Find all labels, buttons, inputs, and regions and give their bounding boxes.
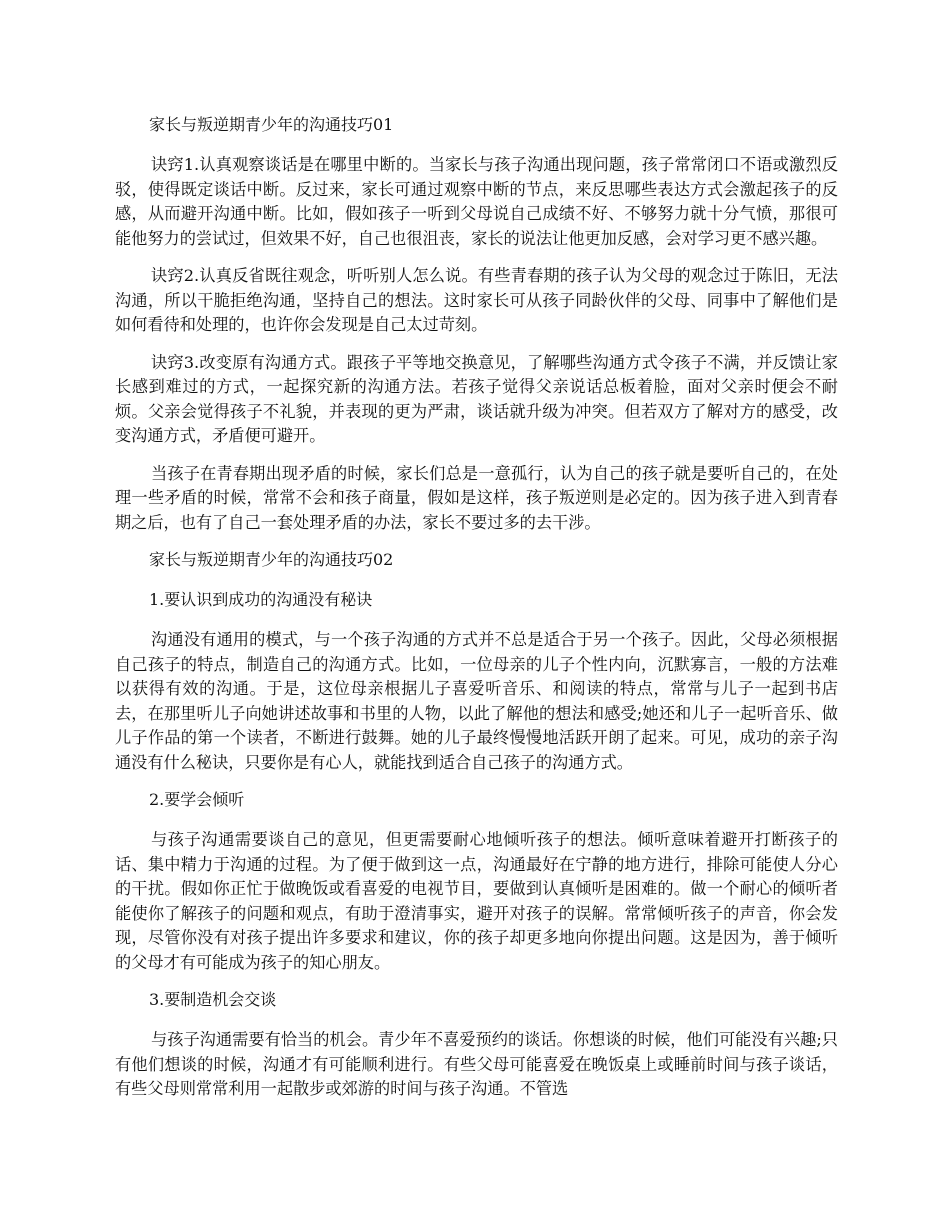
subheading-no-secret: 1.要认识到成功的沟通没有秘诀 — [149, 590, 373, 609]
paragraph-tip-3: 诀窍3.改变原有沟通方式。跟孩子平等地交换意见，了解哪些沟通方式令孩子不满，并反馈让家长感到难过的方式，一起探究新的沟通方法。若孩子觉得父亲说话总板着脸，面对父亲时便会不耐烦。父亲会觉得孩子不礼貌，并表现的更为严肃，谈话就升级为冲突。但若双方了解对方的感受，改变沟通方式，矛盾便可避开。 — [115, 352, 838, 445]
paragraph-listen: 与孩子沟通需要谈自己的意见，但更需要耐心地倾听孩子的想法。倾听意味着避开打断孩子的话、集中精力于沟通的过程。为了便于做到这一点，沟通最好在宁静的地方进行，排除可能使人分心的干扰。假如你正忙于做晚饭或看喜爱的电视节目，要做到认真倾听是困难的。做一个耐心的倾听者能使你了解孩子的问题和观点，有助于澄清事实，避开对孩子的误解。常常倾听孩子的声音，你会发现，尽管你没有对孩子提出许多要求和建议，你的孩子却更多地向你提出问题。这是因为，善于倾听的父母才有可能成为孩子的知心朋友。 — [115, 830, 838, 972]
section-heading-2: 家长与叛逆期青少年的沟通技巧02 — [149, 550, 394, 569]
document-page — [115, 113, 838, 1115]
subheading-opportunity: 3.要制造机会交谈 — [149, 990, 277, 1009]
paragraph-conflict: 当孩子在青春期出现矛盾的时候，家长们总是一意孤行，认为自己的孩子就是要听自己的，在处理一些矛盾的时候，常常不会和孩子商量，假如是这样，孩子叛逆则是必定的。因为孩子进入到青春期之后，也有了自己一套处理矛盾的办法，家长不要过多的去干涉。 — [115, 463, 838, 532]
subheading-listen: 2.要学会倾听 — [149, 790, 245, 809]
paragraph-tip-2: 诀窍2.认真反省既往观念，听听别人怎么说。有些青春期的孩子认为父母的观念过于陈旧，无法沟通，所以干脆拒绝沟通，坚持自己的想法。这时家长可从孩子同龄伙伴的父母、同事中了解他们是如何看待和处理的，也许你会发现是自己太过苛刻。 — [115, 266, 838, 334]
section-heading-1: 家长与叛逆期青少年的沟通技巧01 — [149, 115, 394, 134]
paragraph-no-secret: 沟通没有通用的模式，与一个孩子沟通的方式并不总是适合于另一个孩子。因此，父母必须根据自己孩子的特点，制造自己的沟通方式。比如，一位母亲的儿子个性内向，沉默寡言，一般的方法难以获得有效的沟通。于是，这位母亲根据儿子喜爱听音乐、和阅读的特点，常常与儿子一起到书店去，在那里听儿子向她讲述故事和书里的人物，以此了解他的想法和感受;她还和儿子一起听音乐、做儿子作品的第一个读者，不断进行鼓舞。她的儿子最终慢慢地活跃开朗了起来。可见，成功的亲子沟通没有什么秘诀，只要你是有心人，就能找到适合自己孩子的沟通方式。 — [115, 630, 838, 772]
paragraph-tip-1: 诀窍1.认真观察谈话是在哪里中断的。当家长与孩子沟通出现问题，孩子常常闭口不语或激烈反驳，使得既定谈话中断。反过来，家长可通过观察中断的节点，来反思哪些表达方式会激起孩子的反感，从而避开沟通中断。比如，假如孩子一听到父母说自己成绩不好、不够努力就十分气愤，那很可能他努力的尝试过，但效果不好，自己也很沮丧，家长的说法让他更加反感，会对学习更不感兴趣。 — [115, 155, 838, 248]
paragraph-opportunity: 与孩子沟通需要有恰当的机会。青少年不喜爱预约的谈话。你想谈的时候，他们可能没有兴趣;只有他们想谈的时候，沟通才有可能顺利进行。有些父母可能喜爱在晚饭桌上或睡前时间与孩子谈话，有些父母则常常利用一起散步或郊游的时间与孩子沟通。不管选 — [115, 1030, 838, 1098]
